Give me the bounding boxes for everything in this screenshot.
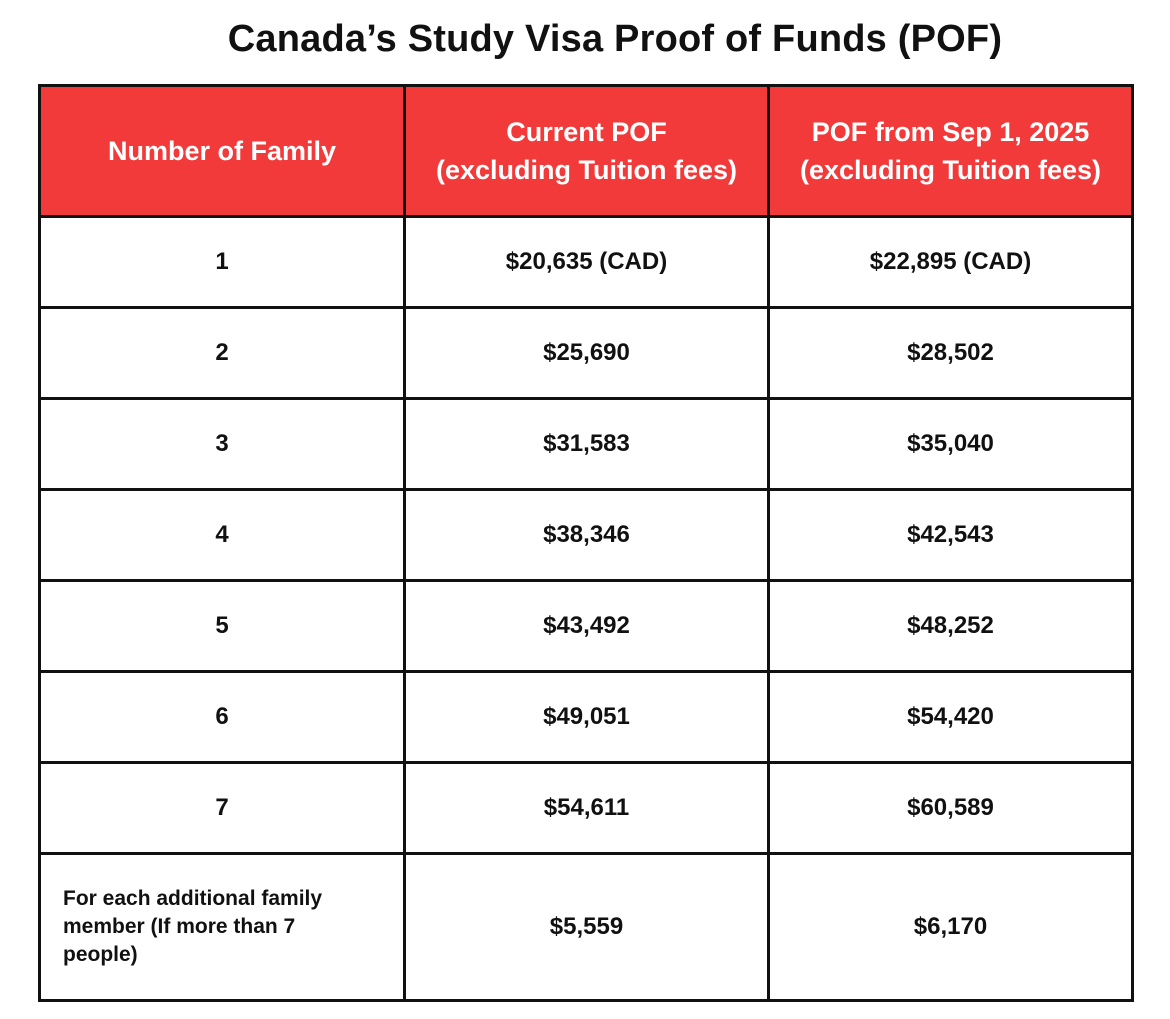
family-count-cell: For each additional family member (If more than 7 people) [40, 854, 405, 1001]
table-row [40, 672, 1133, 763]
header-current-pof [405, 86, 769, 217]
header-label: POF from Sep 1, 2025 [811, 117, 1090, 147]
header-sublabel: (excluding Tuition fees) [435, 155, 737, 185]
table-row [40, 308, 1133, 399]
family-count-cell: 2 [40, 308, 405, 399]
current-pof-cell: $49,051 [405, 672, 769, 763]
table-body [40, 217, 1133, 1001]
new-pof-cell: $60,589 [769, 763, 1133, 854]
current-pof-cell: $25,690 [405, 308, 769, 399]
family-count-cell: 7 [40, 763, 405, 854]
family-count-cell: 3 [40, 399, 405, 490]
family-count-cell: 6 [40, 672, 405, 763]
new-pof-cell: $48,252 [769, 581, 1133, 672]
header-label: Number of Family [107, 136, 337, 166]
table-row [40, 217, 1133, 308]
current-pof-cell: $43,492 [405, 581, 769, 672]
pof-table [38, 84, 1134, 1002]
new-pof-cell: $6,170 [769, 854, 1133, 1001]
family-count-cell: 1 [40, 217, 405, 308]
header-pof-sep-2025 [769, 86, 1133, 217]
header-number-of-family [40, 86, 405, 217]
new-pof-cell: $54,420 [769, 672, 1133, 763]
family-count-cell: 5 [40, 581, 405, 672]
current-pof-cell: $31,583 [405, 399, 769, 490]
table-header [40, 86, 1133, 217]
table-row [40, 763, 1133, 854]
current-pof-cell: $5,559 [405, 854, 769, 1001]
header-row [40, 86, 1133, 217]
new-pof-cell: $28,502 [769, 308, 1133, 399]
new-pof-cell: $42,543 [769, 490, 1133, 581]
table-row [40, 581, 1133, 672]
page-title: Canada’s Study Visa Proof of Funds (POF) [227, 18, 1003, 60]
table-row [40, 399, 1133, 490]
current-pof-cell: $20,635 (CAD) [405, 217, 769, 308]
header-label: Current POF [506, 117, 667, 147]
table-row-additional-member [40, 854, 1133, 1001]
table-row [40, 490, 1133, 581]
current-pof-cell: $38,346 [405, 490, 769, 581]
new-pof-cell: $35,040 [769, 399, 1133, 490]
header-sublabel: (excluding Tuition fees) [799, 155, 1101, 185]
current-pof-cell: $54,611 [405, 763, 769, 854]
pof-table-container [38, 84, 1131, 1002]
new-pof-cell: $22,895 (CAD) [769, 217, 1133, 308]
family-count-cell: 4 [40, 490, 405, 581]
